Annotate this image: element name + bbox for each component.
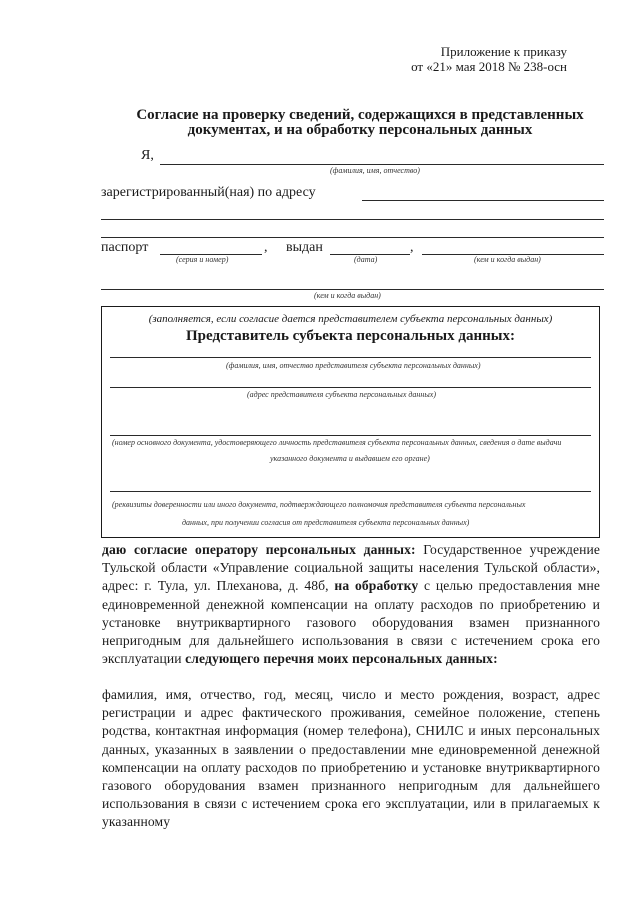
title-line-2: документах, и на обработку персональных данных [187,122,533,138]
data-list-text: фамилия, имя, отчество, год, месяц, число и место рождения, возраст, адрес регистрации и адрес фактического проживания, семейное положение, степень родства, контактная информация (номер телефона), СНИЛС и иных персональных данных, указанных в заявлении о предоставлении мне единовременной денежной компенсации на оплату расходов по приобретению и установке внутриквартирного газового оборудования взамен признанного непригодным для дальнейшего использования в связи с истечением срока его эксплуатации, или в прилагаемых к указанному [102,687,600,830]
fio-line [160,164,604,165]
rep-address-line [110,387,591,388]
passport-comma: , [264,240,268,255]
data-list-bold: следующего перечня моих персональных данных [185,651,494,667]
rep-fio-caption: (фамилия, имя, отчество представителя субъекта персональных данных) [226,361,481,370]
issued-by-line-2 [101,289,604,290]
data-list-colon: : [493,651,498,667]
series-caption: (серия и номер) [176,255,229,264]
appendix-line-2: от «21» мая 2018 № 238-осн [411,59,567,74]
rep-fio-line [110,357,591,358]
rep-address-caption: (адрес представителя субъекта персональных данных) [247,390,436,399]
purpose-text: с целью предоставления мне единовременной денежной компенсации на оплату расходов по приобретению и установке внутриквартирного газового оборудования взамен признанного непригодным для дальнейшего использования в связи с истечением срока его эксплуатации [102,578,600,667]
appendix-header [411,44,567,74]
rep-power-caption-1: (реквизиты доверенности или иного документа, подтверждающего полномочия представителя субъекта персональных [112,500,526,509]
by-whom-caption: (кем и когда выдан) [474,255,541,264]
consent-paragraph [102,541,600,668]
address-line-3 [101,237,604,238]
representative-note: (заполняется, если согласие дается представителем субъекта персональных данных) [148,313,553,325]
consent-lead: даю согласие оператору персональных данных: [102,542,416,557]
issued-comma: , [410,240,414,255]
by-whom-caption-2: (кем и когда выдан) [314,291,381,300]
representative-title: Представитель субъекта персональных данных: [186,328,515,344]
data-list-paragraph [102,686,600,832]
address-line-2 [101,219,604,220]
address-line-1 [362,200,604,201]
ya-label: Я, [141,148,154,163]
date-caption: (дата) [354,255,378,264]
rep-power-line [110,491,591,492]
document-title [100,108,620,138]
title-line-1: Согласие на проверку сведений, содержащихся в представленных [136,107,584,123]
rep-document-caption-1: (номер основного документа, удостоверяющего личность представителя субъекта персональных данных, сведения о дате выдачи [112,438,562,447]
passport-label: паспорт [101,240,149,255]
appendix-line-1: Приложение к приказу [440,44,567,59]
issued-label: выдан [286,240,323,255]
processing-bold: на обработку [334,578,419,594]
operator-text: Государственное учреждение Тульской области «Управление социальной защиты населения Тульской области», адрес: г. Тула, ул. Плеханова, д. 48б, [102,542,600,594]
rep-power-caption-2: данных, при получении согласия от представителя субъекта персональных данных) [182,518,470,527]
representative-box [101,306,600,538]
rep-document-line [110,435,591,436]
fio-caption: (фамилия, имя, отчество) [330,166,420,175]
registered-label: зарегистрированный(ная) по адресу [101,185,316,200]
rep-document-caption-2: указанного документа и выдавшем его органе) [270,454,430,463]
